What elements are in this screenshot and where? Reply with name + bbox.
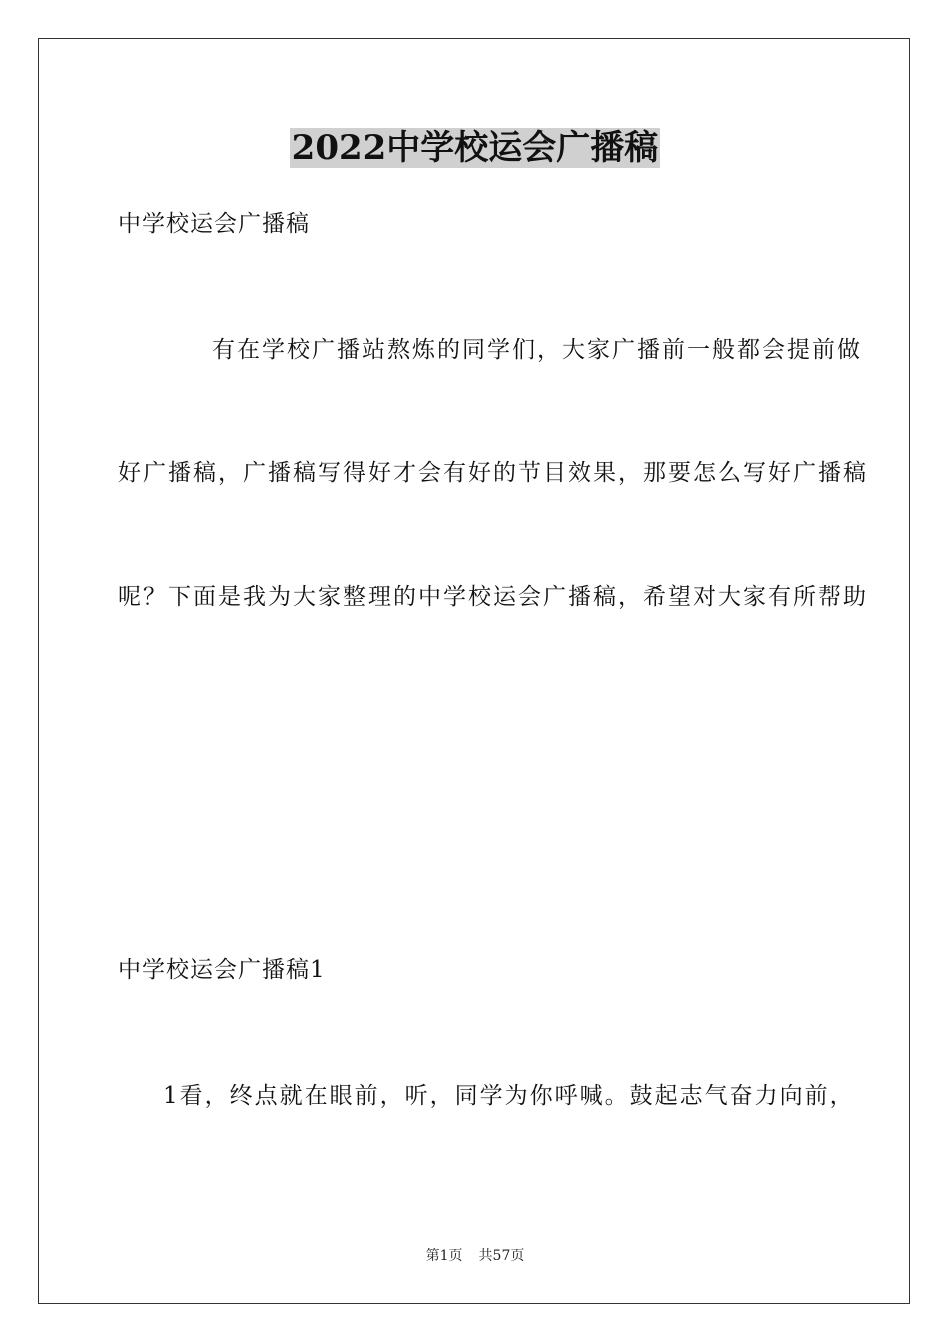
intro-paragraph-line-2: 好广播稿，广播稿写得好才会有好的节目效果，那要怎么写好广播稿 — [118, 460, 868, 486]
intro-paragraph-line-3: 呢？下面是我为大家整理的中学校运会广播稿，希望对大家有所帮助 — [118, 584, 868, 610]
document-subtitle: 中学校运会广播稿 — [118, 211, 310, 237]
intro-paragraph-line-1: 有在学校广播站熬炼的同学们，大家广播前一般都会提前做 — [212, 337, 862, 363]
section-paragraph-line-1: 1看，终点就在眼前，听，同学为你呼喊。鼓起志气奋力向前， — [163, 1083, 855, 1109]
section-heading: 中学校运会广播稿1 — [118, 957, 326, 983]
page-number-current: 第1页 — [425, 1248, 463, 1264]
document-title — [0, 126, 950, 170]
page-footer — [0, 1246, 950, 1266]
page-number-total: 共57页 — [478, 1248, 525, 1264]
document-title-text: 2022中学校运会广播稿 — [291, 128, 659, 168]
